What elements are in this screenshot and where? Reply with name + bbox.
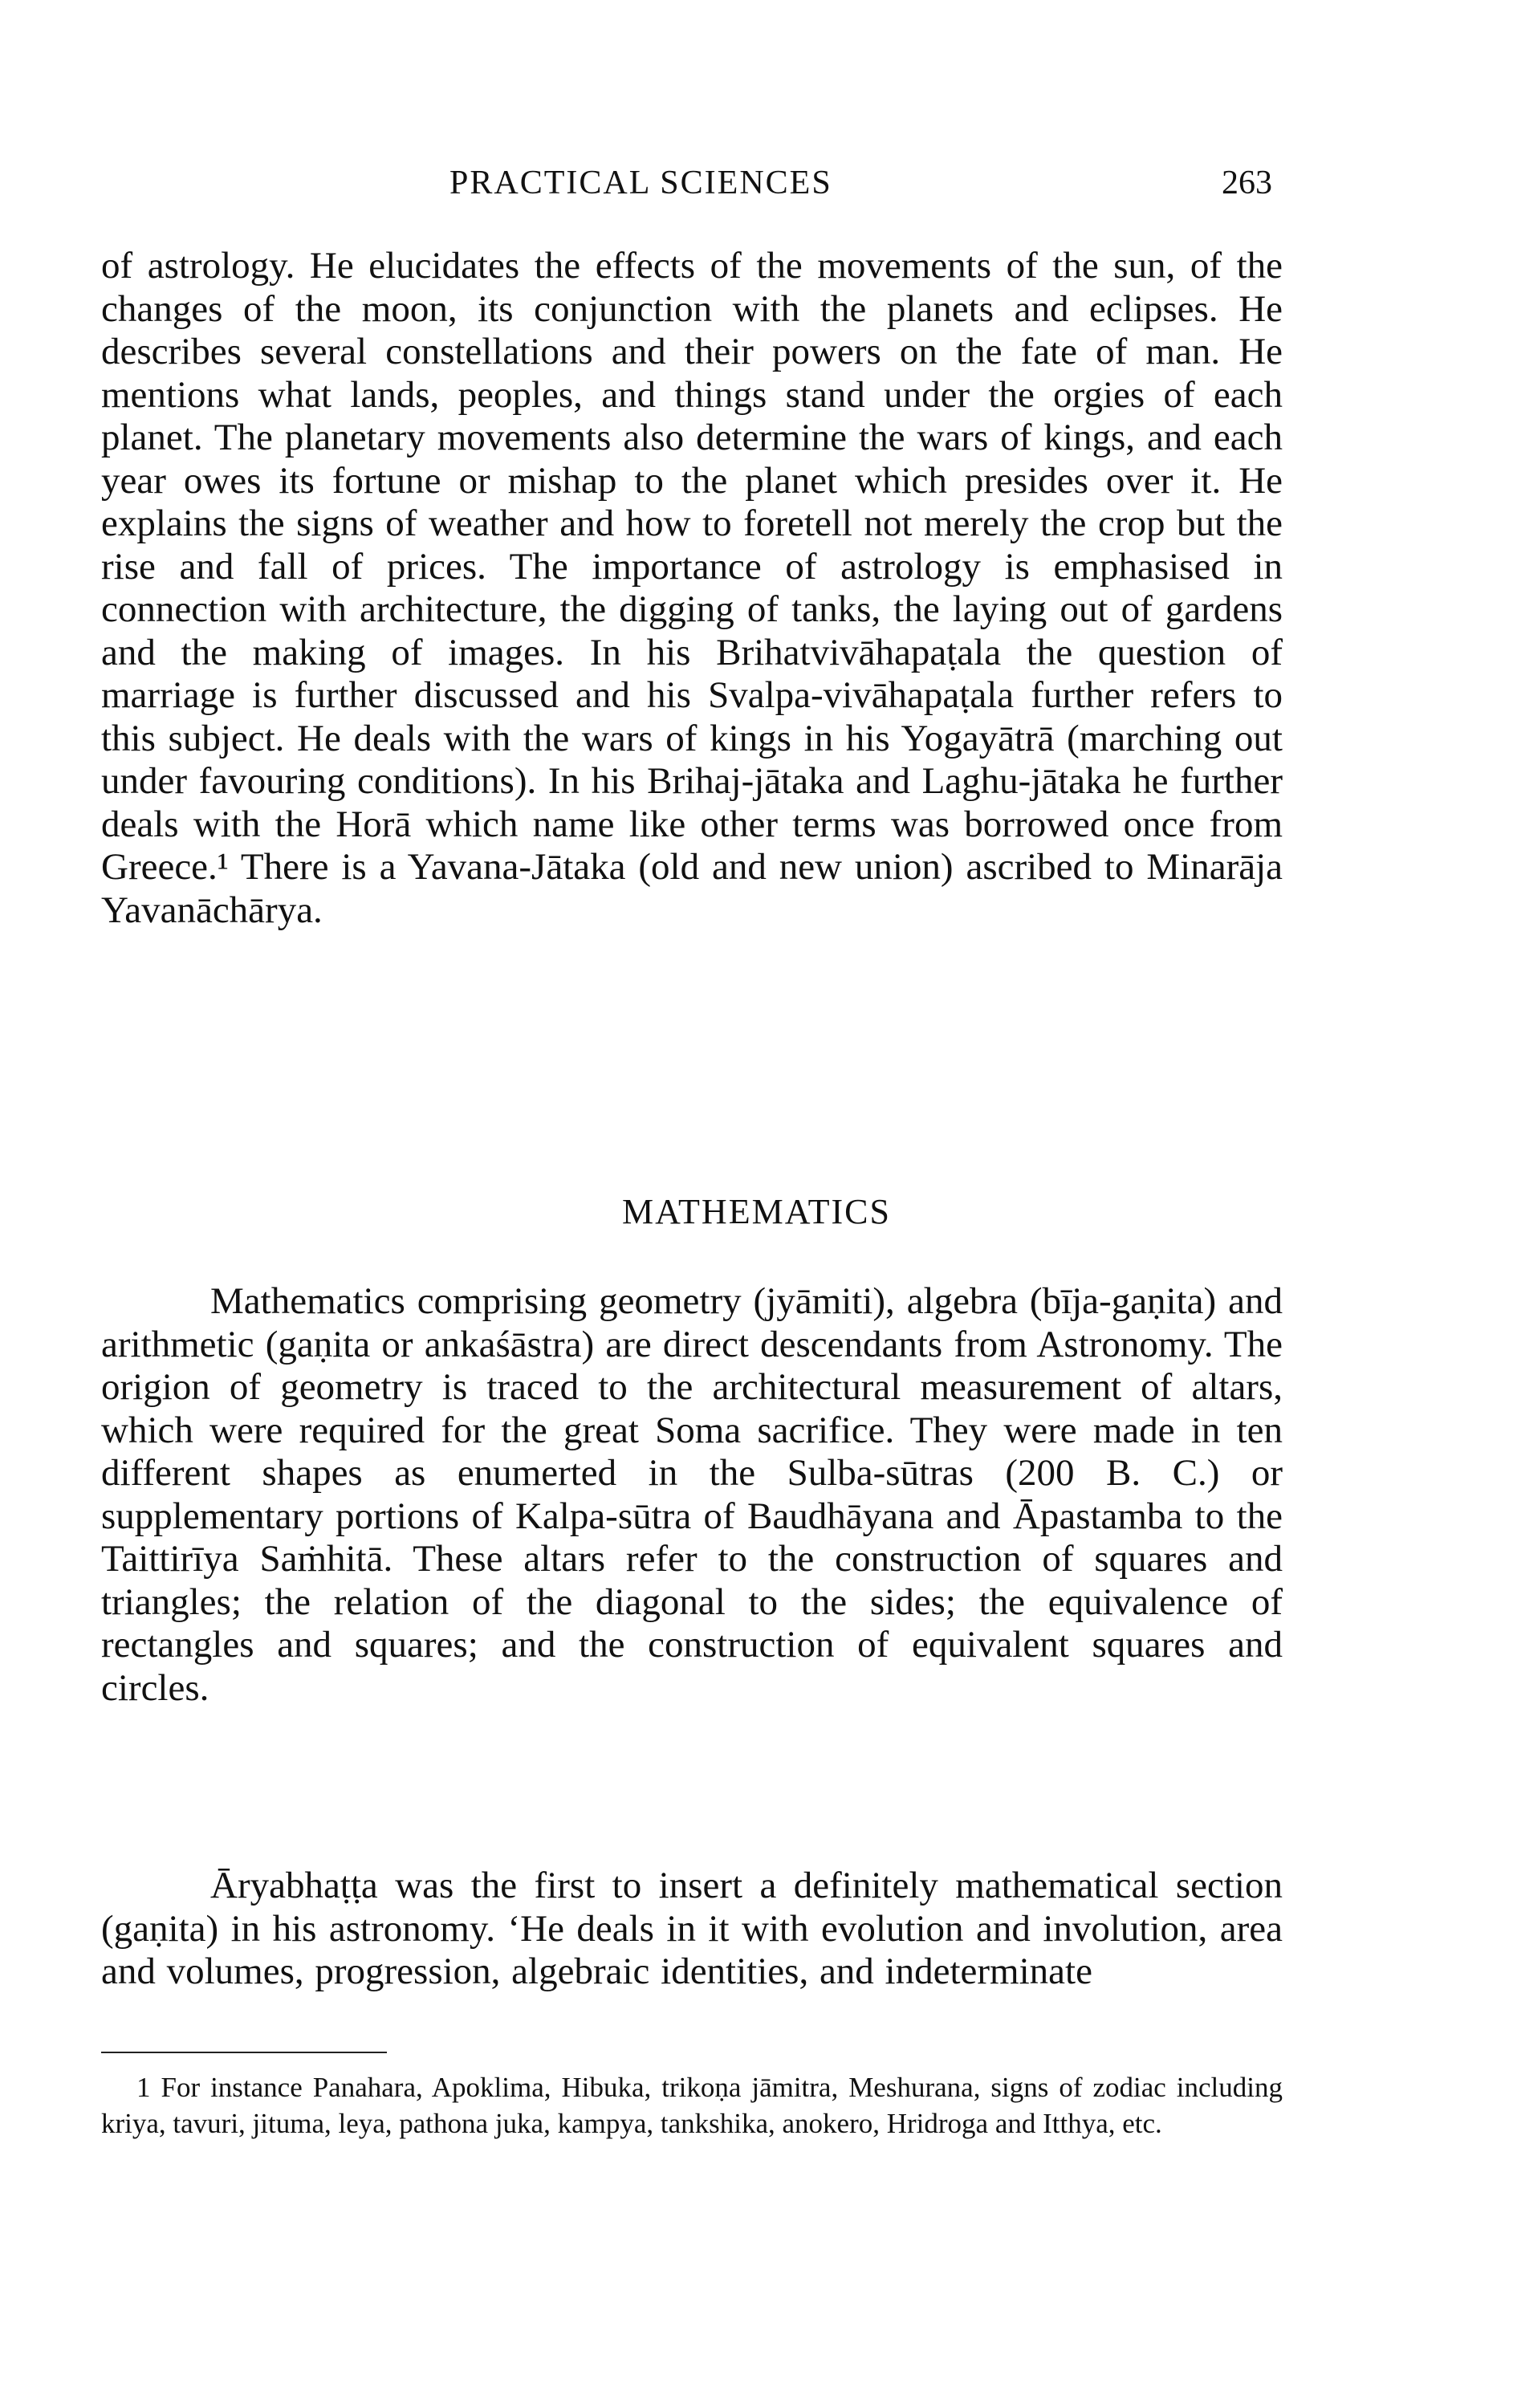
paragraph-mathematics-origin: Mathematics comprising geometry (jyāmiti), algebra (bīja-gaṇita) and arithmetic (gaṇita or ankaśāstra) are direct descendants from Astronomy. The origion of geometry is traced to the architectural measurement of altars, which were required for the great Soma sacrifice. They were made in ten different shapes as enumerted in the Sulba-sūtras (200 B. C.) or supplementary portions of Kalpa-sūtra of Baudhāyana and Āpastamba to the Taittirīya Saṁhitā. These altars refer to the construction of squares and triangles; the relation of the diagonal to the sides; the equivalence of rectangles and squares; and the construction of equivalent squares and circles. [101,1280,1283,1709]
section-heading-mathematics: MATHEMATICS [622,1192,891,1231]
footnote: 1 For instance Panahara, Apoklima, Hibuka, trikoṇa jāmitra, Meshurana, signs of zodiac including kriya, tavuri, jituma, leya, pathona juka, kampya, tankshika, anokero, Hridroga and Itthya, etc. [101,2072,1283,2139]
paragraph-aryabhatta: Āryabhaṭṭa was the first to insert a definitely mathematical section (gaṇita) in his astronomy. ‘He deals in it with evolution and involution, area and volumes, progression, algebraic identities, and indeterminate [101,1865,1283,1992]
page-number: 263 [1222,165,1272,201]
running-title: PRACTICAL SCIENCES [449,165,832,201]
running-head [0,159,1513,207]
paragraph-astrology: of astrology. He elucidates the effects of the movements of the sun, of the changes of the moon, its conjunction with the planets and eclipses. He describes several constellations and their powers on the fate of man. He mentions what lands, peoples, and things stand under the orgies of each planet. The planetary movements also determine the wars of kings, and each year owes its fortune or mishap to the planet which presides over it. He explains the signs of weather and how to foretell not merely the crop but the rise and fall of prices. The importance of astrology is emphasised in connection with architecture, the digging of tanks, the laying out of gardens and the making of images. In his Brihatvivāhapaṭala the question of marriage is further discussed and his Svalpa-vivāhapaṭala further refers to this subject. He deals with the wars of kings in his Yogayātrā (marching out under favouring conditions). In his Brihaj-jātaka and Laghu-jātaka he further deals with the Horā which name like other terms was borrowed once from Greece.¹ There is a Yavana-Jātaka (old and new union) ascribed to Minarāja Yavanāchārya. [101,245,1283,931]
footnote-divider [101,2052,387,2053]
